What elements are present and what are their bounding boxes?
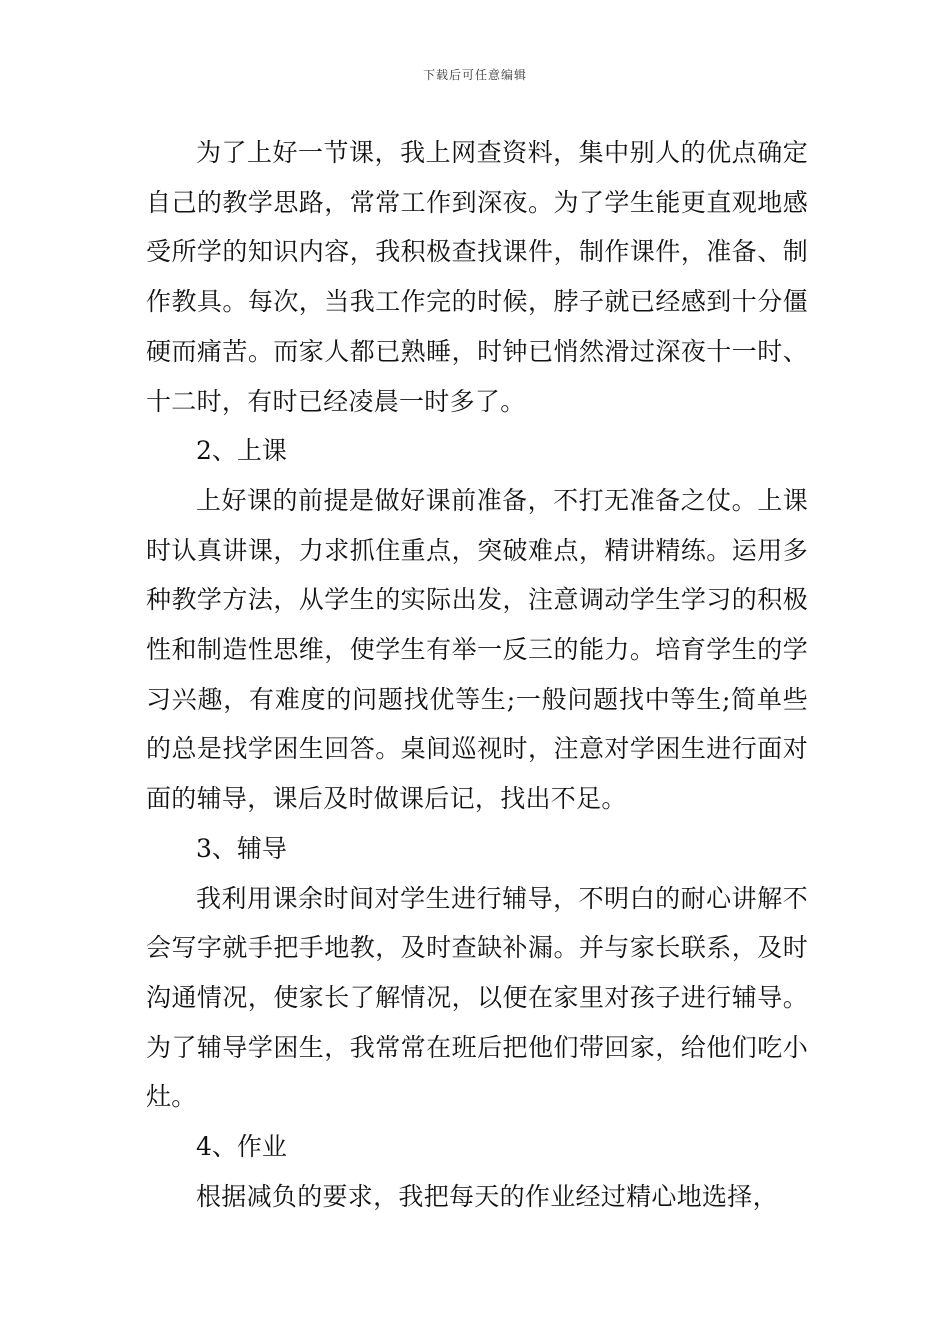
document-body (146, 128, 808, 1221)
paragraph-homework: 根据减负的要求，我把每天的作业经过精心地选择， (196, 1181, 778, 1211)
heading-class: 2、上课 (196, 436, 287, 466)
paragraph-preparation: 为了上好一节课，我上网查资料，集中别人的优点确定自己的教学思路，常常工作到深夜。为了学生能更直观地感受所学的知识内容，我积极查找课件，制作课件，准备、制作教具。每次，当我工作完的时候，脖子就已经感到十分僵硬而痛苦。而家人都已熟睡，时钟已悄然滑过深夜十一时、十二时，有时已经凌晨一时多了。 (146, 138, 808, 416)
paragraph-class: 上好课的前提是做好课前准备，不打无准备之仗。上课时认真讲课，力求抓住重点，突破难点，精讲精练。运用多种教学方法，从学生的实际出发，注意调动学生学习的积极性和制造性思维，使学生有举一反三的能力。培育学生的学习兴趣，有难度的问题找优等生;一般问题找中等生;简单些的总是找学困生回答。桌间巡视时，注意对学困生进行面对面的辅导，课后及时做课后记，找出不足。 (146, 485, 808, 814)
heading-homework: 4、作业 (196, 1132, 287, 1162)
page-header: 下载后可任意编辑 (422, 68, 527, 82)
paragraph-tutoring: 我利用课余时间对学生进行辅导，不明白的耐心讲解不会写字就手把手地教，及时查缺补漏。并与家长联系，及时沟通情况，使家长了解情况，以便在家里对孩子进行辅导。为了辅导学困生，我常常在班后把他们带回家，给他们吃小灶。 (146, 883, 808, 1112)
heading-tutoring: 3、辅导 (196, 833, 287, 863)
